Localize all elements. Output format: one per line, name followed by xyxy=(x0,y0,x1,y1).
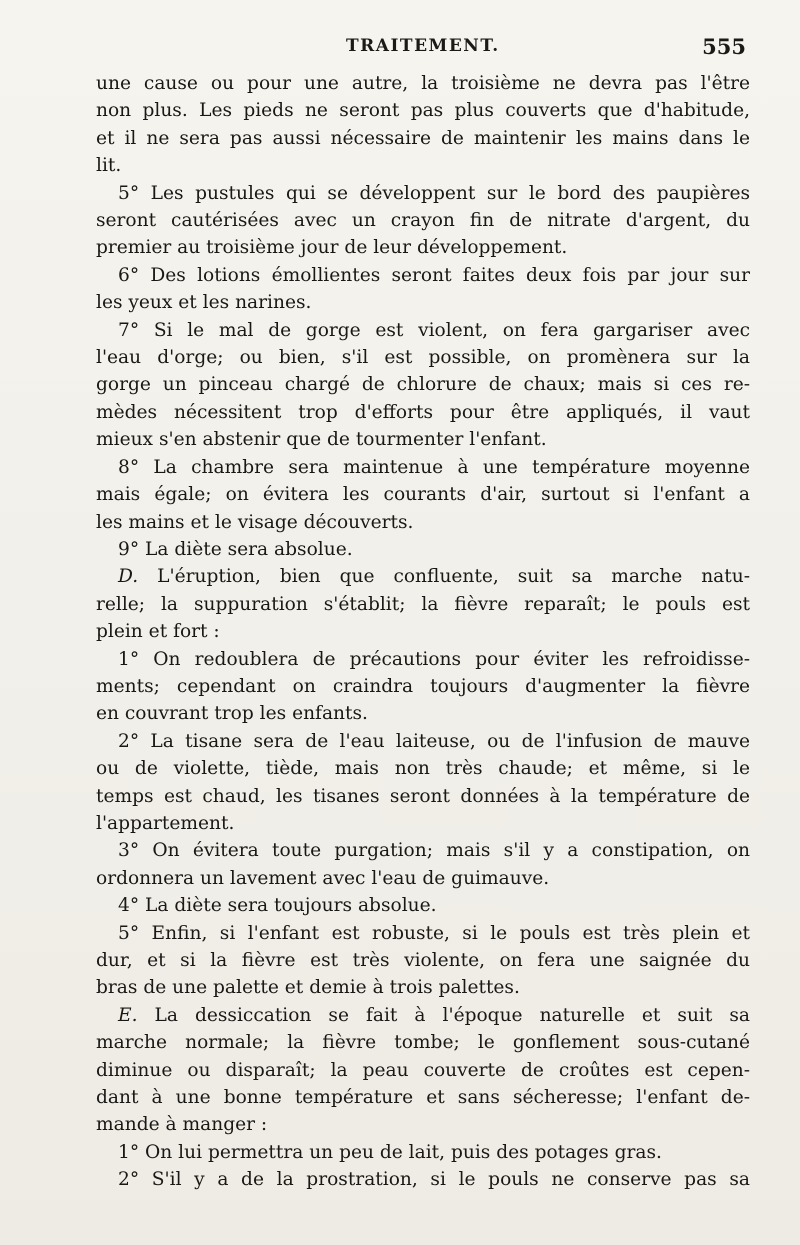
text-line: 6° Des lotions émollientes seront faites deux fois par jour sur xyxy=(118,264,750,286)
text-line: et il ne sera pas aussi nécessaire de maintenir les mains dans le xyxy=(96,127,750,149)
body-text xyxy=(96,70,750,1194)
text-line: une cause ou pour une autre, la troisième ne devra pas l'être xyxy=(96,73,750,94)
text-line: dur, et si la fièvre est très violente, on fera une saignée du xyxy=(96,950,750,971)
text-line: dant à une bonne température et sans sécheresse; l'enfant de- xyxy=(96,1087,750,1109)
text-line: 4° La diète sera toujours absolue. xyxy=(118,895,437,917)
text-line: lit. xyxy=(96,155,122,177)
text-line: les mains et le visage découverts. xyxy=(96,511,414,533)
text-line: plein et fort : xyxy=(96,621,220,643)
text-line: 2° La tisane sera de l'eau laiteuse, ou de l'infusion de mauve xyxy=(118,730,750,752)
text-line: mande à manger : xyxy=(96,1114,268,1136)
text-line: seront cautérisées avec un crayon fin de nitrate d'argent, du xyxy=(96,210,750,232)
text-line: 5° Les pustules qui se développent sur le bord des paupières xyxy=(118,182,750,204)
text-line: temps est chaud, les tisanes seront données à la température de xyxy=(96,785,750,807)
text-line: marche normale; la fièvre tombe; le gonflement sous-cutané xyxy=(96,1032,750,1054)
text-line: bras de une palette et demie à trois palettes. xyxy=(96,977,520,999)
text-line: D. L'éruption, bien que confluente, suit sa marche natu- xyxy=(118,566,750,588)
text-line: non plus. Les pieds ne seront pas plus couverts que d'habitude, xyxy=(96,100,750,122)
text-line: les yeux et les narines. xyxy=(96,292,312,314)
text-line: 8° La chambre sera maintenue à une température moyenne xyxy=(118,456,750,478)
running-title: TRAITEMENT. xyxy=(346,36,500,56)
section-letter: D. xyxy=(118,566,139,588)
section-letter: E. xyxy=(118,1004,138,1026)
text-line: mais égale; on évitera les courants d'air, surtout si l'enfant a xyxy=(96,484,750,506)
text-line: en couvrant trop les enfants. xyxy=(96,703,368,725)
text-line: 1° On redoublera de précautions pour éviter les refroidisse- xyxy=(118,648,750,670)
text-line: l'appartement. xyxy=(96,812,235,834)
text-line: 9° La diète sera absolue. xyxy=(118,538,353,560)
text-line: ordonnera un lavement avec l'eau de guimauve. xyxy=(96,867,550,889)
text-line: mèdes nécessitent trop d'efforts pour être appliqués, il vaut xyxy=(96,401,750,423)
page-header xyxy=(96,36,746,64)
text-line: 1° On lui permettra un peu de lait, puis des potages gras. xyxy=(118,1141,662,1163)
text-line: E. La dessiccation se fait à l'époque naturelle et suit sa xyxy=(118,1004,750,1026)
text-line: ou de violette, tiède, mais non très chaude; et même, si le xyxy=(96,758,750,780)
text-line: 2° S'il y a de la prostration, si le pouls ne conserve pas sa xyxy=(118,1169,750,1191)
text-line: 5° Enfin, si l'enfant est robuste, si le pouls est très plein et xyxy=(118,922,750,944)
text-line: l'eau d'orge; ou bien, s'il est possible, on promènera sur la xyxy=(96,347,750,369)
text-line: mieux s'en abstenir que de tourmenter l'enfant. xyxy=(96,429,547,451)
text-line: premier au troisième jour de leur développement. xyxy=(96,237,568,259)
text-line: ments; cependant on craindra toujours d'augmenter la fièvre xyxy=(96,675,750,697)
text-line: 7° Si le mal de gorge est violent, on fera gargariser avec xyxy=(118,319,750,341)
page-number: 555 xyxy=(702,34,746,59)
text-line: relle; la suppuration s'établit; la fièvre reparaît; le pouls est xyxy=(96,593,750,615)
text-line: 3° On évitera toute purgation; mais s'il y a constipation, on xyxy=(118,840,750,862)
text-line: gorge un pinceau chargé de chlorure de chaux; mais si ces re- xyxy=(96,374,750,396)
text-line: diminue ou disparaît; la peau couverte de croûtes est cepen- xyxy=(96,1059,750,1081)
